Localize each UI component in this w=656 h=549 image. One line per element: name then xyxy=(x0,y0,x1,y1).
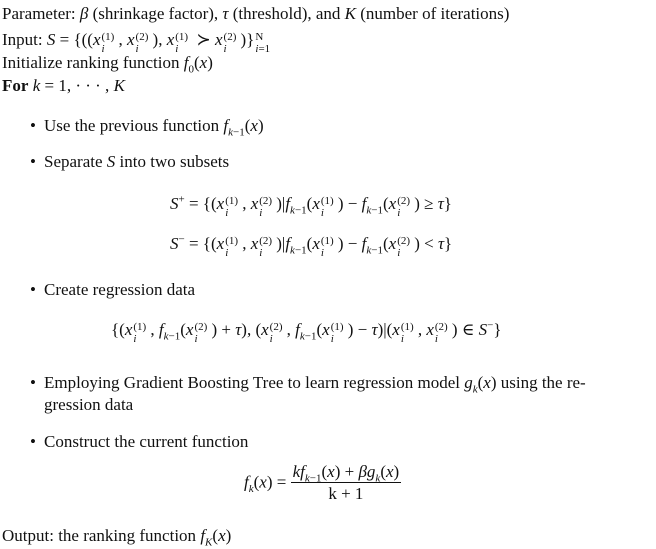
bullet-icon: • xyxy=(30,432,36,451)
step-gradient-boosting: • Employing Gradient Boosting Tree to learn regression model $g_k(x)$ using the re- xyxy=(30,373,586,396)
step-use-previous: • Use the previous function $f_{k-1}(x)$ xyxy=(30,116,264,139)
output-line: Output: the ranking function $f_K(x)$ xyxy=(2,526,232,549)
equation-s-minus: S− = {(x (1) i , x (2) i )$|f_{k-1}(x$ (1) i ) − $f_{k-1}(x$ (2) i ) < τ} xyxy=(170,233,453,259)
step-create-regression: • Create regression data xyxy=(30,280,196,299)
step-gradient-boosting-cont: gression data xyxy=(44,395,134,414)
equation-update: $f_k(x)$ = $\frac{kf_{k-1}(x) + \beta g_k(x)}{k + 1}$ xyxy=(244,462,400,503)
equation-regression-data: {(x (1) i , $f_{k-1}(x$ (2) i ) + τ), (x (2) i , $f_{k-1}(x$ (1) i ) − τ)|(x (1) i , x (2) i ) ∈ S−} xyxy=(111,319,502,345)
input-line: Input: S = {((x (1) i , x (2) i ), x (1) i ≻ x (2) i )} N i=1 xyxy=(2,30,271,55)
init-line: Initialize ranking function $f_0(x)$ xyxy=(2,53,213,76)
update-numerator: $kf_{k-1}(x) + \beta g_k(x)$ xyxy=(292,462,400,485)
step-separate: • Separate S into two subsets xyxy=(30,152,230,171)
for-keyword: For xyxy=(2,76,29,95)
bullet-icon: • xyxy=(30,373,36,392)
update-denominator: k + 1 xyxy=(328,484,364,503)
update-fraction xyxy=(291,462,402,505)
bullet-icon: • xyxy=(30,152,36,171)
bullet-icon: • xyxy=(30,116,36,135)
step-construct-function: • Construct the current function xyxy=(30,432,249,451)
for-line: For k = 1, · · · , K xyxy=(2,76,125,95)
bullet-icon: • xyxy=(30,280,36,299)
parameter-line: Parameter: β (shrinkage factor), τ (threshold), and K (number of iterations) xyxy=(2,4,510,23)
equation-s-plus: S+ = {(x (1) i , x (2) i )$|f_{k-1}(x$ (1) i ) − $f_{k-1}(x$ (2) i ) ≥ τ} xyxy=(170,193,452,219)
